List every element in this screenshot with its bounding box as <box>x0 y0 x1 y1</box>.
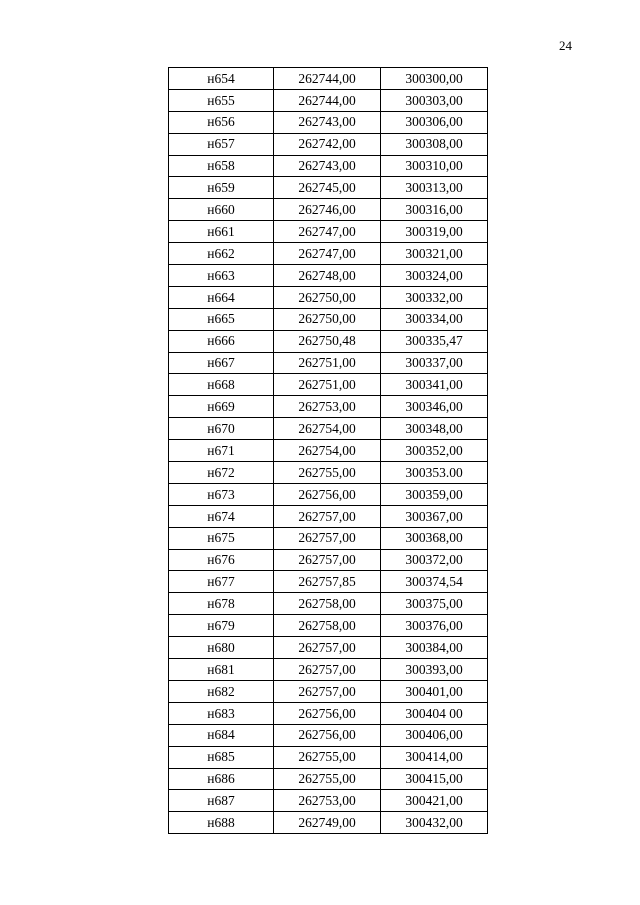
y-coordinate-cell: 300306,00 <box>381 111 488 133</box>
table-row <box>169 812 488 834</box>
point-name-cell: н654 <box>169 68 274 90</box>
x-coordinate-cell: 262745,00 <box>274 177 381 199</box>
table-row <box>169 221 488 243</box>
x-coordinate-cell: 262755,00 <box>274 462 381 484</box>
point-name-cell: н676 <box>169 549 274 571</box>
point-name-cell: н675 <box>169 527 274 549</box>
point-name-cell: н661 <box>169 221 274 243</box>
y-coordinate-cell: 300334,00 <box>381 308 488 330</box>
x-coordinate-cell: 262756,00 <box>274 483 381 505</box>
table-row <box>169 199 488 221</box>
y-coordinate-cell: 300335,47 <box>381 330 488 352</box>
point-name-cell: н680 <box>169 637 274 659</box>
x-coordinate-cell: 262753,00 <box>274 790 381 812</box>
point-name-cell: н688 <box>169 812 274 834</box>
y-coordinate-cell: 300346,00 <box>381 396 488 418</box>
x-coordinate-cell: 262744,00 <box>274 89 381 111</box>
table-row <box>169 177 488 199</box>
point-name-cell: н668 <box>169 374 274 396</box>
x-coordinate-cell: 262757,00 <box>274 527 381 549</box>
y-coordinate-cell: 300303,00 <box>381 89 488 111</box>
y-coordinate-cell: 300367,00 <box>381 505 488 527</box>
x-coordinate-cell: 262756,00 <box>274 724 381 746</box>
point-name-cell: н684 <box>169 724 274 746</box>
y-coordinate-cell: 300324,00 <box>381 265 488 287</box>
x-coordinate-cell: 262750,00 <box>274 308 381 330</box>
table-row <box>169 440 488 462</box>
table-row <box>169 680 488 702</box>
point-name-cell: н670 <box>169 418 274 440</box>
x-coordinate-cell: 262756,00 <box>274 702 381 724</box>
point-name-cell: н658 <box>169 155 274 177</box>
y-coordinate-cell: 300353.00 <box>381 462 488 484</box>
table-row <box>169 724 488 746</box>
point-name-cell: н669 <box>169 396 274 418</box>
x-coordinate-cell: 262746,00 <box>274 199 381 221</box>
table-row <box>169 396 488 418</box>
point-name-cell: н673 <box>169 483 274 505</box>
point-name-cell: н664 <box>169 286 274 308</box>
x-coordinate-cell: 262757,00 <box>274 680 381 702</box>
table-row <box>169 527 488 549</box>
point-name-cell: н682 <box>169 680 274 702</box>
y-coordinate-cell: 300310,00 <box>381 155 488 177</box>
y-coordinate-cell: 300376,00 <box>381 615 488 637</box>
point-name-cell: н655 <box>169 89 274 111</box>
table-row <box>169 111 488 133</box>
table-row <box>169 352 488 374</box>
page-number: 24 <box>559 38 572 53</box>
point-name-cell: н686 <box>169 768 274 790</box>
y-coordinate-cell: 300316,00 <box>381 199 488 221</box>
point-name-cell: н683 <box>169 702 274 724</box>
y-coordinate-cell: 300332,00 <box>381 286 488 308</box>
x-coordinate-cell: 262754,00 <box>274 418 381 440</box>
point-name-cell: н667 <box>169 352 274 374</box>
point-name-cell: н666 <box>169 330 274 352</box>
x-coordinate-cell: 262743,00 <box>274 111 381 133</box>
table-row <box>169 659 488 681</box>
point-name-cell: н677 <box>169 571 274 593</box>
point-name-cell: н674 <box>169 505 274 527</box>
point-name-cell: н678 <box>169 593 274 615</box>
table-row <box>169 790 488 812</box>
x-coordinate-cell: 262744,00 <box>274 68 381 90</box>
table-row <box>169 746 488 768</box>
x-coordinate-cell: 262757,00 <box>274 659 381 681</box>
y-coordinate-cell: 300352,00 <box>381 440 488 462</box>
point-name-cell: н687 <box>169 790 274 812</box>
x-coordinate-cell: 262757,85 <box>274 571 381 593</box>
x-coordinate-cell: 262758,00 <box>274 615 381 637</box>
table-row <box>169 615 488 637</box>
y-coordinate-cell: 300384,00 <box>381 637 488 659</box>
x-coordinate-cell: 262751,00 <box>274 352 381 374</box>
y-coordinate-cell: 300319,00 <box>381 221 488 243</box>
x-coordinate-cell: 262757,00 <box>274 505 381 527</box>
y-coordinate-cell: 300415,00 <box>381 768 488 790</box>
x-coordinate-cell: 262755,00 <box>274 768 381 790</box>
table-row <box>169 89 488 111</box>
x-coordinate-cell: 262751,00 <box>274 374 381 396</box>
table-row <box>169 265 488 287</box>
y-coordinate-cell: 300308,00 <box>381 133 488 155</box>
table-row <box>169 702 488 724</box>
y-coordinate-cell: 300359,00 <box>381 483 488 505</box>
table-row <box>169 571 488 593</box>
table-row <box>169 593 488 615</box>
y-coordinate-cell: 300368,00 <box>381 527 488 549</box>
y-coordinate-cell: 300372,00 <box>381 549 488 571</box>
y-coordinate-cell: 300300,00 <box>381 68 488 90</box>
table-row <box>169 768 488 790</box>
y-coordinate-cell: 300321,00 <box>381 243 488 265</box>
point-name-cell: н679 <box>169 615 274 637</box>
point-name-cell: н681 <box>169 659 274 681</box>
coordinates-table <box>168 67 488 834</box>
point-name-cell: н685 <box>169 746 274 768</box>
point-name-cell: н659 <box>169 177 274 199</box>
table-row <box>169 374 488 396</box>
y-coordinate-cell: 300414,00 <box>381 746 488 768</box>
y-coordinate-cell: 300421,00 <box>381 790 488 812</box>
table-row <box>169 68 488 90</box>
point-name-cell: н663 <box>169 265 274 287</box>
table-row <box>169 505 488 527</box>
table-row <box>169 637 488 659</box>
x-coordinate-cell: 262750,00 <box>274 286 381 308</box>
y-coordinate-cell: 300313,00 <box>381 177 488 199</box>
y-coordinate-cell: 300406,00 <box>381 724 488 746</box>
y-coordinate-cell: 300393,00 <box>381 659 488 681</box>
x-coordinate-cell: 262747,00 <box>274 221 381 243</box>
coordinates-table-body <box>169 68 488 834</box>
table-row <box>169 418 488 440</box>
point-name-cell: н660 <box>169 199 274 221</box>
x-coordinate-cell: 262747,00 <box>274 243 381 265</box>
y-coordinate-cell: 300401,00 <box>381 680 488 702</box>
point-name-cell: н665 <box>169 308 274 330</box>
table-row <box>169 243 488 265</box>
y-coordinate-cell: 300374,54 <box>381 571 488 593</box>
table-row <box>169 133 488 155</box>
y-coordinate-cell: 300404 00 <box>381 702 488 724</box>
y-coordinate-cell: 300337,00 <box>381 352 488 374</box>
table-row <box>169 462 488 484</box>
table-row <box>169 549 488 571</box>
point-name-cell: н662 <box>169 243 274 265</box>
x-coordinate-cell: 262757,00 <box>274 549 381 571</box>
x-coordinate-cell: 262755,00 <box>274 746 381 768</box>
table-row <box>169 308 488 330</box>
y-coordinate-cell: 300348,00 <box>381 418 488 440</box>
y-coordinate-cell: 300341,00 <box>381 374 488 396</box>
table-row <box>169 155 488 177</box>
x-coordinate-cell: 262749,00 <box>274 812 381 834</box>
table-row <box>169 330 488 352</box>
point-name-cell: н656 <box>169 111 274 133</box>
x-coordinate-cell: 262750,48 <box>274 330 381 352</box>
point-name-cell: н657 <box>169 133 274 155</box>
y-coordinate-cell: 300375,00 <box>381 593 488 615</box>
x-coordinate-cell: 262754,00 <box>274 440 381 462</box>
x-coordinate-cell: 262748,00 <box>274 265 381 287</box>
table-row <box>169 286 488 308</box>
x-coordinate-cell: 262743,00 <box>274 155 381 177</box>
x-coordinate-cell: 262753,00 <box>274 396 381 418</box>
point-name-cell: н672 <box>169 462 274 484</box>
point-name-cell: н671 <box>169 440 274 462</box>
table-row <box>169 483 488 505</box>
x-coordinate-cell: 262757,00 <box>274 637 381 659</box>
x-coordinate-cell: 262758,00 <box>274 593 381 615</box>
x-coordinate-cell: 262742,00 <box>274 133 381 155</box>
y-coordinate-cell: 300432,00 <box>381 812 488 834</box>
